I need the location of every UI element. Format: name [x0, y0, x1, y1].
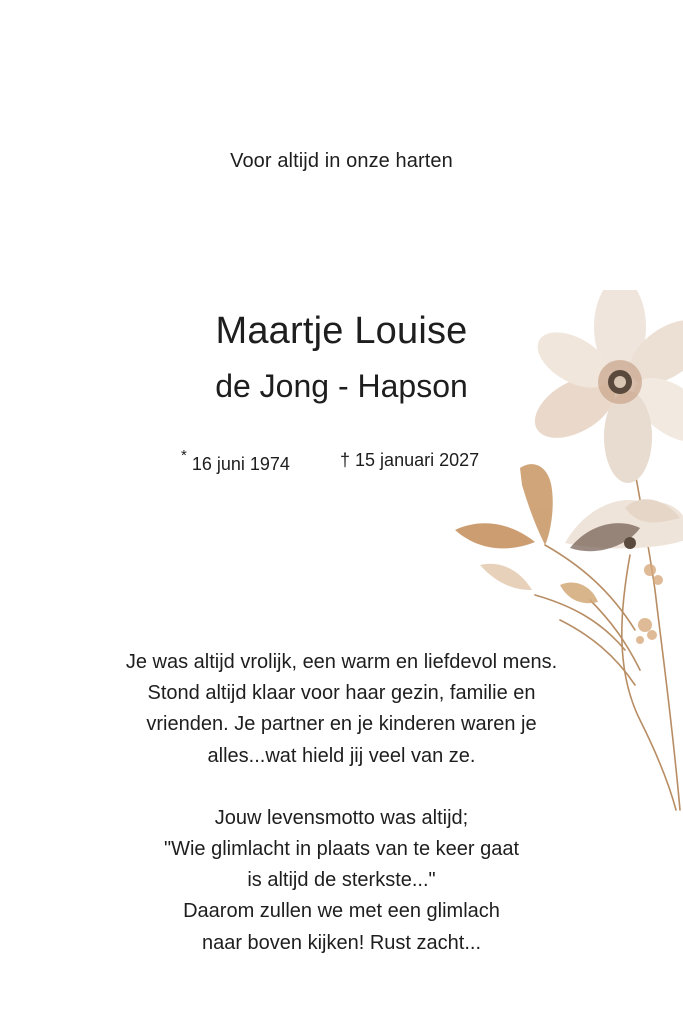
deceased-surname: de Jong - Hapson	[215, 368, 468, 404]
tribute-line: Stond altijd klaar voor haar gezin, familie en	[147, 682, 536, 705]
tribute-line: Je was altijd vrolijk, een warm en liefdevol mens.	[125, 651, 558, 673]
lower-flower	[565, 499, 683, 551]
death-date: 15 januari 2027	[355, 450, 480, 470]
motto-line: Jouw levensmotto was altijd;	[214, 806, 469, 829]
motto-line: "Wie glimlacht in plaats van te keer gaat	[163, 838, 520, 861]
top-flower	[524, 290, 683, 483]
motto-line: naar boven kijken! Rust zacht...	[201, 931, 482, 954]
tribute-line: alles...wat hield jij veel van ze.	[207, 744, 476, 767]
motto-line: is altijd de sterkste..."	[247, 869, 436, 892]
watercolor-flowers-illustration	[440, 290, 683, 820]
tribute-line: vrienden. Je partner en je kinderen waren je	[146, 713, 537, 736]
deceased-first-names: Maartje Louise	[215, 310, 468, 352]
motto-line: Daarom zullen we met een glimlach	[183, 900, 500, 923]
birth-symbol: *	[181, 447, 187, 464]
flower-buds	[636, 564, 663, 644]
birth-date-group	[181, 447, 290, 475]
death-symbol: †	[340, 450, 351, 470]
card-heading: Voor altijd in onze harten	[230, 150, 453, 172]
birth-date: 16 juni 1974	[191, 454, 290, 474]
